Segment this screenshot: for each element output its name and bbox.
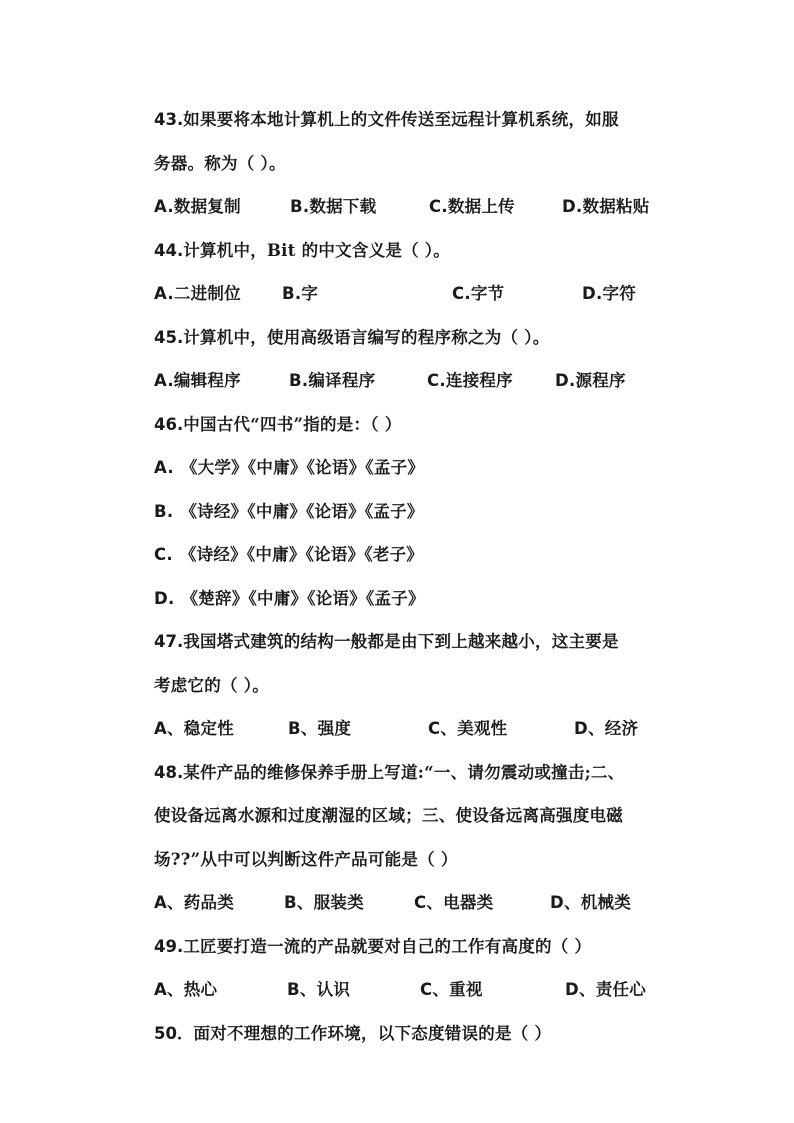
option-c: [429, 185, 562, 229]
option-text: 《诗经》《中庸》《论语》《老子》: [179, 545, 424, 564]
option-d: [550, 881, 631, 925]
option-a: [154, 446, 424, 490]
option-text: 经济: [604, 719, 639, 738]
question-number: 45.: [154, 327, 184, 347]
option-d: [574, 707, 638, 751]
option-text: 二进制位: [173, 284, 241, 303]
option-label: A、: [154, 893, 184, 912]
question-stem-text: 面对不理想的工作环境，以下态度错误的是（ ）: [193, 1023, 552, 1043]
option-text: 数据粘贴: [582, 197, 650, 216]
question-stem: [154, 316, 684, 360]
option-label: D.: [555, 371, 576, 390]
option-text: 连接程序: [445, 371, 513, 390]
option-b: [154, 490, 424, 534]
option-label: A、: [154, 719, 184, 738]
question-number: 49.: [154, 936, 184, 956]
option-row: [154, 185, 684, 229]
option-label: C、: [420, 980, 450, 999]
option-label: B.: [282, 284, 302, 303]
option-c: [452, 272, 582, 316]
option-text: 强度: [317, 719, 352, 738]
option-row: [154, 359, 684, 403]
option-a: [154, 968, 287, 1012]
question-number: 43.: [154, 110, 184, 129]
question-stem: [154, 1012, 684, 1056]
question-stem: [154, 403, 684, 447]
option-label: D、: [565, 980, 596, 999]
option-label: D.: [154, 588, 175, 608]
option-c: [420, 968, 565, 1012]
option-d: [582, 272, 636, 316]
option-text: 稳定性: [183, 719, 235, 738]
option-b: [284, 881, 414, 925]
question-stem: [154, 229, 684, 273]
option-row: [154, 577, 684, 621]
option-d: [154, 577, 425, 621]
option-text: 数据复制: [173, 197, 241, 216]
document-body: [154, 98, 684, 1055]
option-a: [154, 185, 290, 229]
option-row: [154, 707, 684, 751]
option-row: [154, 272, 684, 316]
option-label: C.: [429, 197, 448, 216]
option-label: D.: [562, 197, 583, 216]
option-c: [427, 359, 555, 403]
option-label: C.: [452, 284, 471, 303]
option-text: 热心: [183, 980, 218, 999]
question-stem-continuation: 使设备远离水源和过度潮湿的区域；三、使设备远离高强度电磁: [154, 806, 623, 825]
option-text: 重视: [449, 980, 483, 999]
option-d: [565, 968, 646, 1012]
option-label: B、: [288, 719, 318, 738]
option-row: [154, 881, 684, 925]
option-row: [154, 490, 684, 534]
option-label: A.: [154, 371, 174, 390]
option-label: C.: [427, 371, 446, 390]
option-text: 源程序: [575, 371, 626, 390]
option-label: B.: [290, 197, 310, 216]
option-d: [562, 185, 649, 229]
question-stem-text: 如果要将本地计算机上的文件传送至远程计算机系统，如服: [183, 110, 619, 129]
option-a: [154, 359, 289, 403]
question-stem-continuation: 考虑它的（ ）。: [154, 675, 269, 695]
option-label: D、: [574, 719, 605, 738]
option-a: [154, 707, 288, 751]
option-row: [154, 968, 684, 1012]
question-stem: [154, 751, 684, 795]
option-text: 字符: [602, 284, 636, 303]
question-stem: [154, 620, 684, 664]
option-label: C、: [414, 893, 444, 912]
question-stem: [154, 98, 684, 142]
option-text: 美观性: [457, 719, 508, 738]
option-text: 认识: [316, 980, 351, 999]
option-label: B.: [154, 501, 174, 521]
question-number: 50．: [154, 1023, 194, 1043]
question-number: 48.: [154, 762, 184, 782]
option-row: [154, 533, 684, 577]
option-text: 责任心: [595, 980, 646, 999]
option-text: 药品类: [183, 893, 235, 912]
option-label: D、: [550, 893, 581, 912]
question-stem-text: 某件产品的维修保养手册上写道:“一、请勿震动或撞击;二、: [183, 762, 625, 782]
option-b: [290, 185, 429, 229]
option-a: [154, 881, 284, 925]
option-text: 《诗经》《中庸》《论语》《孟子》: [180, 501, 424, 521]
question-stem-text: 中国古代“四书”指的是：（ ）: [183, 414, 402, 434]
question-number: 46.: [154, 414, 184, 434]
question-stem-continuation: 场??”从中可以判断这件产品可能是（ ）: [154, 849, 458, 869]
question-stem-text: 计算机中，Bit 的中文含义是（ ）。: [183, 240, 451, 260]
option-row: [154, 446, 684, 490]
question-stem-text: 工匠要打造一流的产品就要对自己的工作有高度的（ ）: [183, 936, 592, 956]
option-a: [154, 272, 282, 316]
option-text: 服装类: [313, 893, 364, 912]
option-text: 《楚辞》《中庸》《论语》《孟子》: [181, 588, 425, 608]
question-stem-text: 计算机中，使用高级语言编写的程序称之为（ ）。: [183, 327, 550, 347]
option-text: 数据下载: [309, 197, 377, 216]
option-label: A.: [154, 197, 174, 216]
option-text: 电器类: [443, 893, 494, 912]
option-d: [555, 359, 626, 403]
question-number: 44.: [154, 240, 184, 260]
option-b: [282, 272, 452, 316]
option-text: 字: [301, 284, 319, 303]
option-text: 编译程序: [308, 371, 376, 390]
option-label: B.: [289, 371, 309, 390]
option-label: A、: [154, 980, 184, 999]
option-label: B、: [284, 893, 314, 912]
option-text: 机械类: [580, 893, 631, 912]
question-stem-continuation: 务器。称为（ ）。: [154, 153, 286, 173]
question-stem-text: 我国塔式建筑的结构一般都是由下到上越来越小，这主要是: [183, 632, 619, 651]
option-label: B、: [287, 980, 317, 999]
option-b: [288, 707, 428, 751]
option-label: C.: [154, 545, 173, 564]
option-label: A.: [154, 284, 174, 303]
option-b: [287, 968, 420, 1012]
question-number: 47.: [154, 632, 184, 651]
option-c: [154, 533, 423, 577]
question-stem: [154, 925, 684, 969]
option-b: [289, 359, 427, 403]
option-text: 《大学》《中庸》《论语》《孟子》: [180, 458, 425, 477]
option-label: D.: [582, 284, 603, 303]
option-text: 字节: [470, 284, 505, 303]
option-text: 数据上传: [447, 197, 515, 216]
option-text: 编辑程序: [173, 371, 241, 390]
option-label: C、: [428, 719, 458, 738]
option-c: [414, 881, 550, 925]
option-label: A.: [154, 458, 174, 477]
option-c: [428, 707, 574, 751]
